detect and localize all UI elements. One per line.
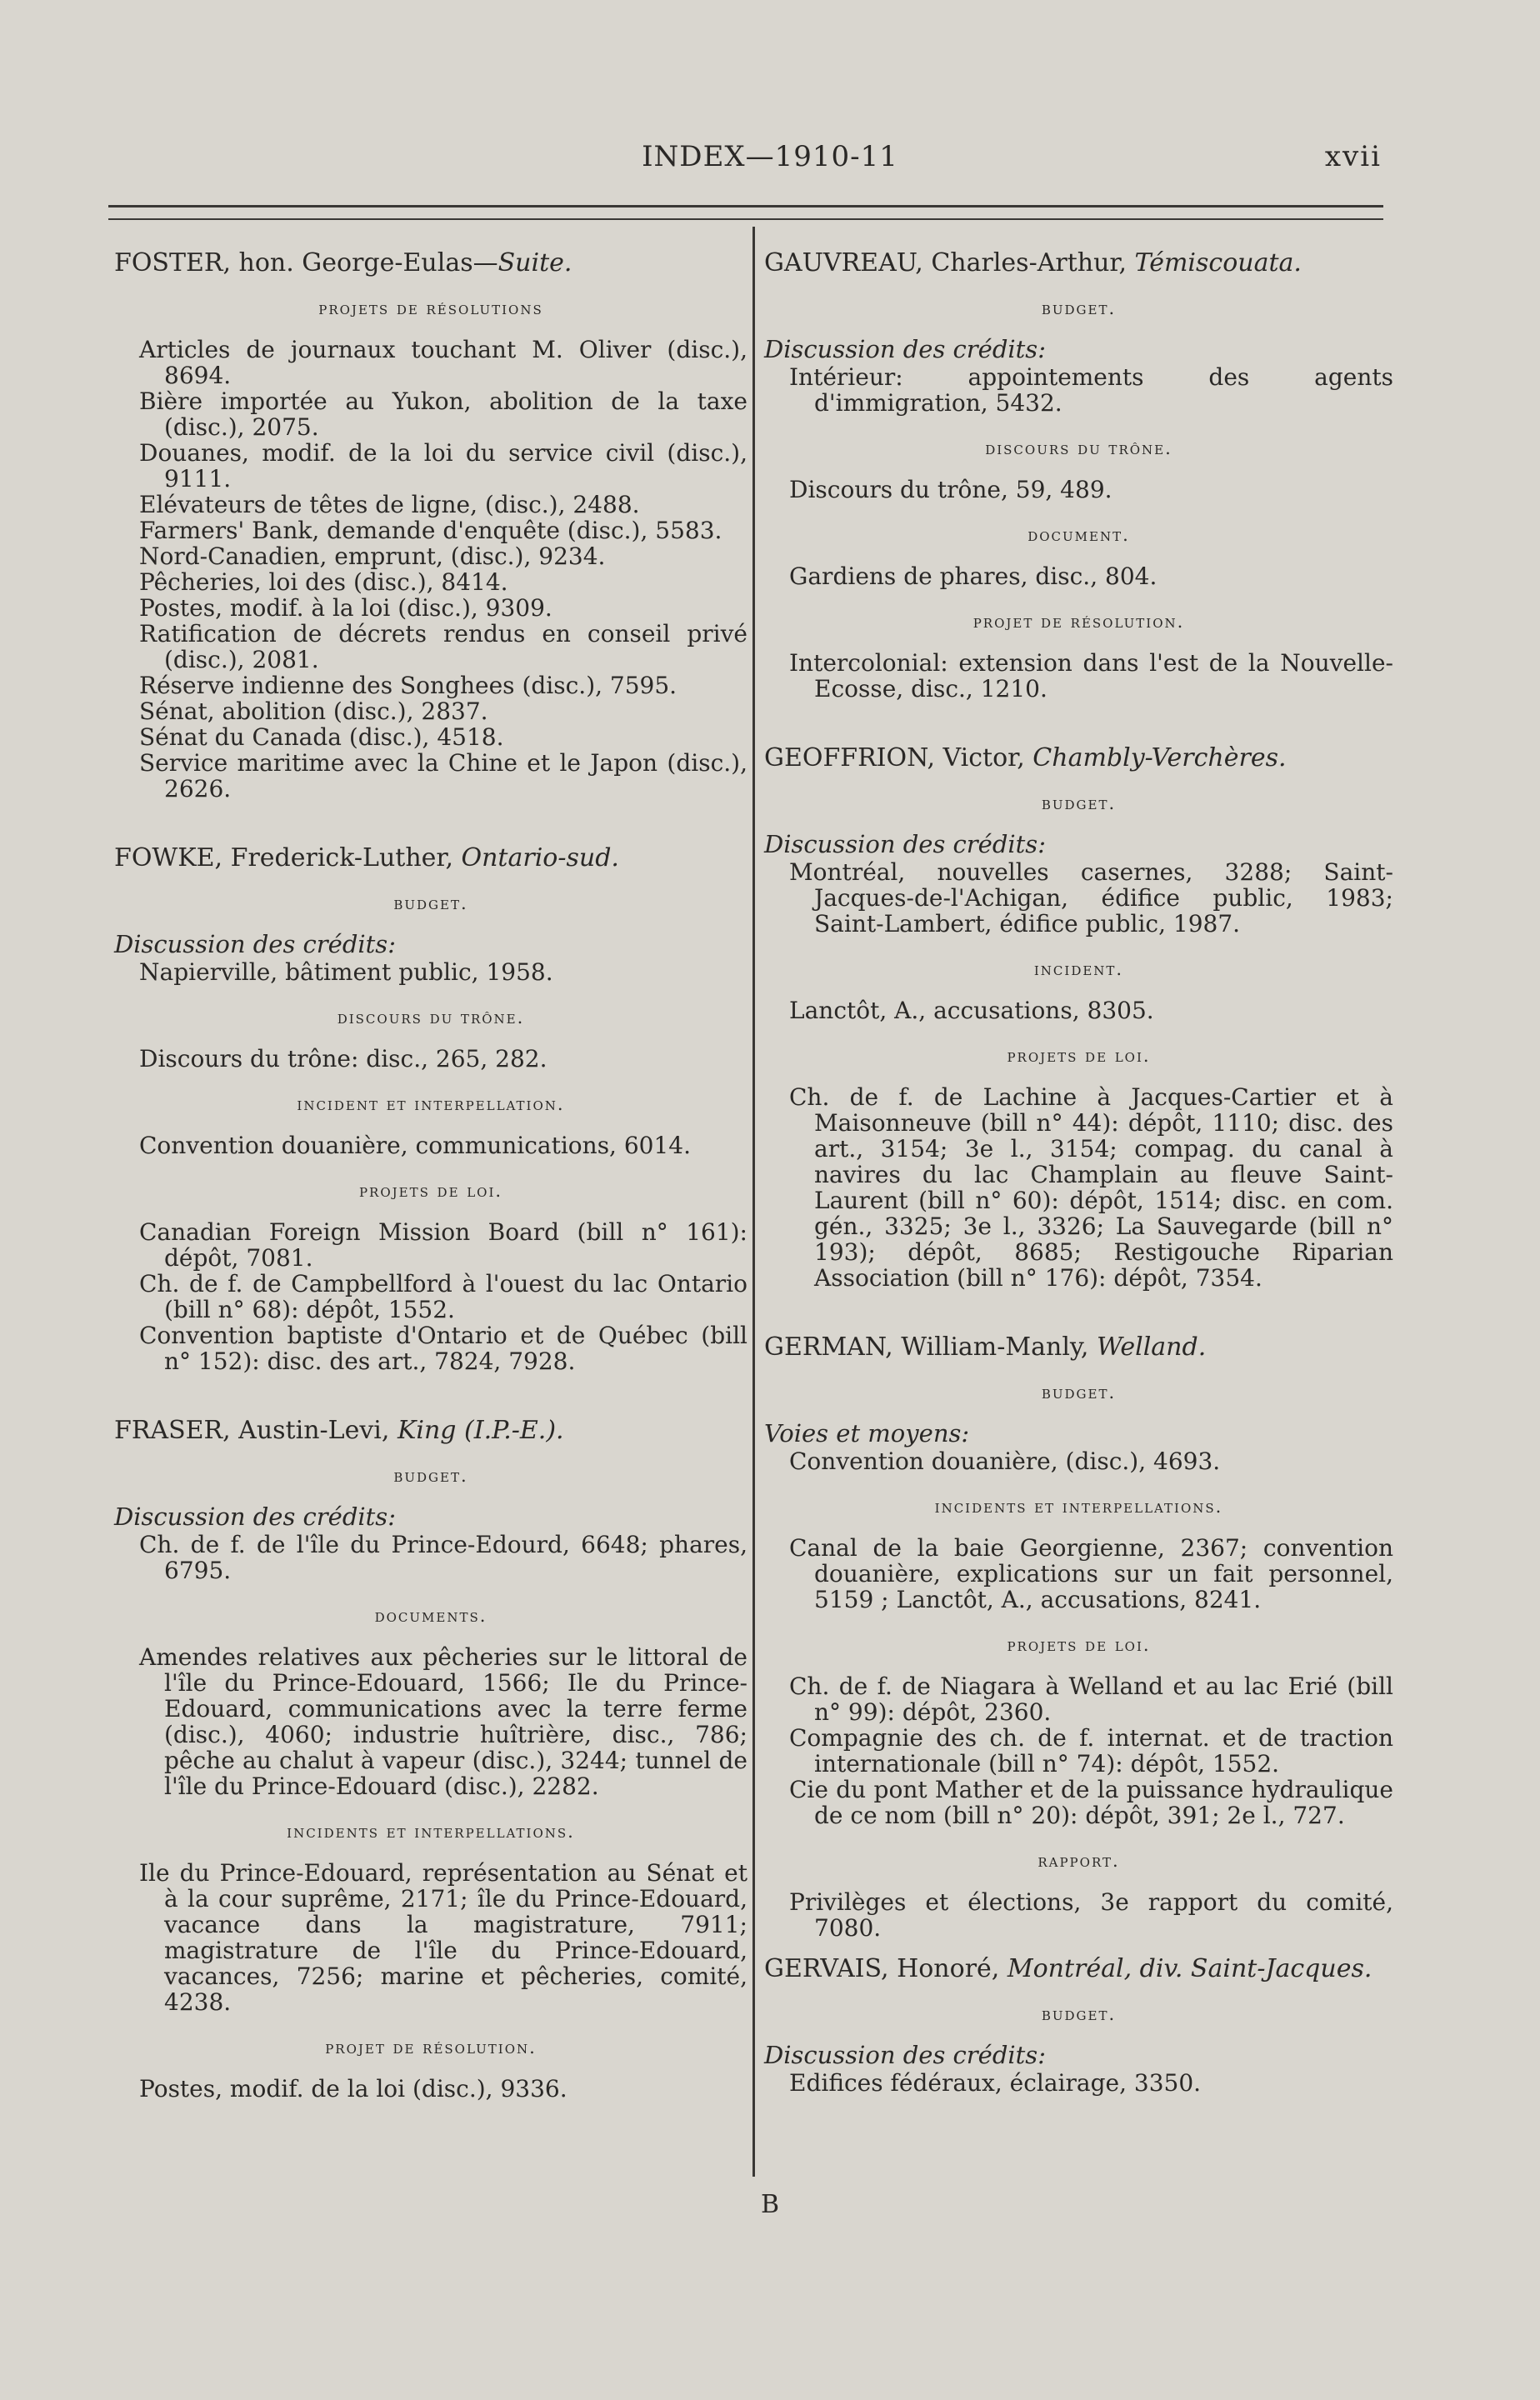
subheading: Discussion des crédits: bbox=[114, 930, 396, 958]
index-entry: Convention baptiste d'Ontario et de Québec (bill n° 152): disc. des art., 7824, 7928. bbox=[139, 1322, 748, 1375]
section-heading: budget. bbox=[1041, 793, 1117, 813]
index-entry: Pêcheries, loi des (disc.), 8414. bbox=[139, 568, 508, 596]
section-heading: documents. bbox=[374, 1606, 488, 1626]
section-heading: budget. bbox=[1041, 2004, 1117, 2024]
section-heading: rapport. bbox=[1038, 1851, 1120, 1871]
section-heading: projets de loi. bbox=[1007, 1046, 1151, 1066]
section-heading: projets de loi. bbox=[358, 1181, 503, 1201]
index-entry: Cie du pont Mather et de la puissance hydraulique de ce nom (bill n° 20): dépôt, 391; 2e l., 727. bbox=[789, 1776, 1393, 1829]
section-heading: incident. bbox=[1033, 959, 1124, 979]
section-heading: discours du trône. bbox=[337, 1008, 525, 1028]
index-entry: Bière importée au Yukon, abolition de la taxe (disc.), 2075. bbox=[139, 388, 748, 441]
index-entry: Postes, modif. à la loi (disc.), 9309. bbox=[139, 594, 552, 622]
index-entry: Ch. de f. de Niagara à Welland et au lac Erié (bill n° 99): dépôt, 2360. bbox=[789, 1672, 1393, 1726]
index-entry: Lanctôt, A., accusations, 8305. bbox=[789, 997, 1154, 1024]
index-entry: Nord-Canadien, emprunt, (disc.), 9234. bbox=[139, 542, 606, 570]
index-entry: Réserve indienne des Songhees (disc.), 7595. bbox=[139, 672, 678, 699]
section-heading: discours du trône. bbox=[985, 438, 1172, 458]
index-entry: Gardiens de phares, disc., 804. bbox=[789, 562, 1158, 590]
section-heading: budget. bbox=[1041, 1382, 1117, 1402]
index-entry: Intérieur: appointements des agents d'immigration, 5432. bbox=[789, 363, 1393, 417]
header-rule-top bbox=[108, 205, 1383, 208]
index-entry: Privilèges et élections, 3e rapport du comité, 7080. bbox=[789, 1888, 1393, 1942]
index-entry: Service maritime avec la Chine et le Japon (disc.), 2626. bbox=[139, 749, 748, 802]
subheading: Discussion des crédits: bbox=[764, 2041, 1046, 2069]
index-entry: Ratification de décrets rendus en conseil privé (disc.), 2081. bbox=[139, 620, 748, 673]
index-entry: Napierville, bâtiment public, 1958. bbox=[139, 958, 553, 986]
section-heading: budget. bbox=[393, 1466, 468, 1486]
index-entry: Intercolonial: extension dans l'est de la Nouvelle-Ecosse, disc., 1210. bbox=[789, 649, 1393, 702]
index-entry: Farmers' Bank, demande d'enquête (disc.), 5583. bbox=[139, 517, 722, 544]
index-entry: Canal de la baie Georgienne, 2367; convention douanière, explications sur un fait personnel, 5159 ; Lanctôt, A., accusations, 8241. bbox=[789, 1534, 1393, 1613]
header-rule-bottom bbox=[108, 218, 1383, 220]
index-entry: Discours du trône, 59, 489. bbox=[789, 476, 1112, 503]
index-entry: Ile du Prince-Edouard, représentation au Sénat et à la cour suprême, 2171; île du Prince-Edouard, vacance dans la magistrature, 7911; magistrature de l'île du Prince-Edouard, vacances, 7256; marine et pêcheries, comité, 4238. bbox=[139, 1859, 748, 2016]
index-entry: Edifices fédéraux, éclairage, 3350. bbox=[789, 2069, 1202, 2097]
entry-heading-fraser: FRASER, Austin-Levi, King (I.P.-E.). bbox=[114, 1416, 564, 1445]
index-entry: Sénat, abolition (disc.), 2837. bbox=[139, 698, 488, 725]
index-entry: Sénat du Canada (disc.), 4518. bbox=[139, 723, 504, 751]
left-column bbox=[114, 250, 748, 2102]
section-heading: budget. bbox=[393, 893, 468, 913]
section-heading: incidents et interpellations. bbox=[934, 1497, 1223, 1517]
section-heading: projets de loi. bbox=[1007, 1635, 1151, 1655]
section-heading: projet de résolution. bbox=[325, 2038, 537, 2058]
index-entry: Ch. de f. de l'île du Prince-Edourd, 6648; phares, 6795. bbox=[139, 1531, 748, 1584]
index-entry: Canadian Foreign Mission Board (bill n° 161): dépôt, 7081. bbox=[139, 1218, 748, 1272]
index-entry: Compagnie des ch. de f. internat. et de traction internationale (bill n° 74): dépôt, 1552. bbox=[789, 1724, 1393, 1778]
index-entry: Articles de journaux touchant M. Oliver (disc.), 8694. bbox=[139, 336, 748, 389]
subheading: Discussion des crédits: bbox=[764, 335, 1046, 363]
section-heading: incidents et interpellations. bbox=[287, 1822, 575, 1842]
entry-heading-gervais: GERVAIS, Honoré, Montréal, div. Saint-Jacques. bbox=[764, 1954, 1372, 1983]
subheading: Discussion des crédits: bbox=[114, 1502, 396, 1531]
entry-heading-geoffrion: GEOFFRION, Victor, Chambly-Verchères. bbox=[764, 743, 1287, 772]
index-entry: Amendes relatives aux pêcheries sur le littoral de l'île du Prince-Edouard, 1566; Ile du Prince-Edouard, communications avec la terre ferme (disc.), 4060; industrie huîtrière, disc., 786; pêche au chalut à vapeur (disc.), 3244; tunnel de l'île du Prince-Edouard (disc.), 2282. bbox=[139, 1643, 748, 1800]
entry-heading-fowke: FOWKE, Frederick-Luther, Ontario-sud. bbox=[114, 843, 619, 872]
entry-heading-foster: FOSTER, hon. George-Eulas—Suite. bbox=[114, 248, 572, 278]
index-entry: Convention douanière, (disc.), 4693. bbox=[789, 1448, 1221, 1475]
right-column bbox=[764, 250, 1393, 2096]
index-entry: Elévateurs de têtes de ligne, (disc.), 2488. bbox=[139, 491, 640, 518]
index-entry: Montréal, nouvelles casernes, 3288; Saint-Jacques-de-l'Achigan, édifice public, 1983; Saint-Lambert, édifice public, 1987. bbox=[789, 858, 1393, 938]
section-heading: budget. bbox=[1041, 298, 1117, 318]
section-heading: projets de résolutions bbox=[318, 298, 543, 318]
section-heading: incident et interpellation. bbox=[297, 1094, 565, 1114]
entry-heading-gauvreau: GAUVREAU, Charles-Arthur, Témiscouata. bbox=[764, 248, 1302, 278]
page-number: xvii bbox=[1324, 140, 1382, 173]
section-heading: projet de résolution. bbox=[972, 612, 1185, 632]
index-entry: Ch. de f. de Lachine à Jacques-Cartier et à Maisonneuve (bill n° 44): dépôt, 1110; disc. des art., 3154; 3e l., 3154; compag. du canal à navires du lac Champlain au fleuve Saint-Laurent (bill n° 60): dépôt, 1514; disc. en com. gén., 3325; 3e l., 3326; La Sauvegarde (bill n° 193); dépôt, 8685; Restigouche Riparian Association (bill n° 176): dépôt, 7354. bbox=[789, 1083, 1393, 1292]
index-entry: Ch. de f. de Campbellford à l'ouest du lac Ontario (bill n° 68): dépôt, 1552. bbox=[139, 1270, 748, 1323]
running-title: INDEX—1910-11 bbox=[642, 140, 898, 173]
index-entry: Discours du trône: disc., 265, 282. bbox=[139, 1045, 548, 1072]
entry-heading-german: GERMAN, William-Manly, Welland. bbox=[764, 1332, 1207, 1362]
index-entry: Douanes, modif. de la loi du service civil (disc.), 9111. bbox=[139, 439, 748, 492]
subheading: Discussion des crédits: bbox=[764, 830, 1046, 858]
section-heading: document. bbox=[1028, 525, 1130, 545]
subheading: Voies et moyens: bbox=[764, 1419, 970, 1448]
index-entry: Postes, modif. de la loi (disc.), 9336. bbox=[139, 2075, 568, 2102]
index-entry: Convention douanière, communications, 6014. bbox=[139, 1132, 692, 1159]
column-divider bbox=[752, 227, 755, 2177]
signature-mark: B bbox=[760, 2190, 780, 2219]
